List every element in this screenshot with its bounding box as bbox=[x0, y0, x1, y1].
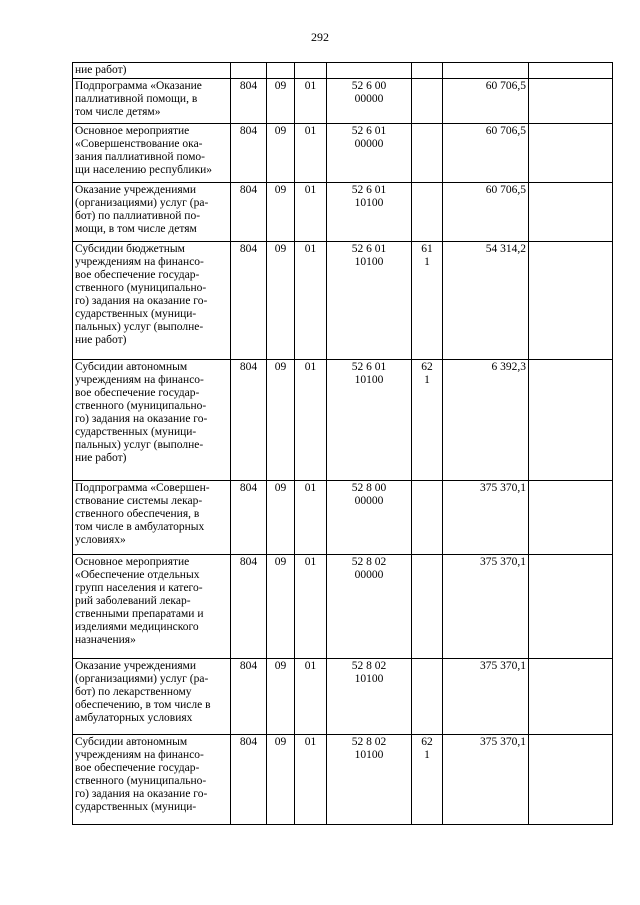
expense-type-cell bbox=[412, 124, 443, 183]
table-row bbox=[73, 659, 613, 735]
amount-cell: 375 370,1 bbox=[443, 481, 529, 555]
target-article-cell: 52 6 00 00000 bbox=[327, 79, 412, 124]
table-row bbox=[73, 555, 613, 659]
subsection-code-cell: 01 bbox=[295, 735, 327, 825]
extra-cell bbox=[529, 659, 613, 735]
subsection-code-cell: 01 bbox=[295, 183, 327, 242]
extra-cell bbox=[529, 735, 613, 825]
section-code-cell: 09 bbox=[267, 124, 295, 183]
expense-type-cell bbox=[412, 79, 443, 124]
amount-cell: 60 706,5 bbox=[443, 124, 529, 183]
extra-cell bbox=[529, 183, 613, 242]
expense-type-cell bbox=[412, 555, 443, 659]
target-article-cell: 52 6 01 00000 bbox=[327, 124, 412, 183]
ministry-code-cell: 804 bbox=[231, 735, 267, 825]
table-row bbox=[73, 79, 613, 124]
budget-table bbox=[72, 62, 613, 825]
subsection-code-cell: 01 bbox=[295, 242, 327, 360]
target-article-cell bbox=[327, 63, 412, 79]
ministry-code-cell: 804 bbox=[231, 124, 267, 183]
row-name-cell: Субсидии автономным учреждениям на финансо- вое обеспечение государ- ственного (муниципально- го) задания на оказание го- сударственных (муници- пальных) услуг (выполне- ние работ) bbox=[73, 360, 231, 481]
amount-cell: 60 706,5 bbox=[443, 183, 529, 242]
table-row bbox=[73, 63, 613, 79]
row-name-cell: Подпрограмма «Оказание паллиативной помощи, в том числе детям» bbox=[73, 79, 231, 124]
expense-type-cell bbox=[412, 63, 443, 79]
subsection-code-cell: 01 bbox=[295, 481, 327, 555]
expense-type-cell: 62 1 bbox=[412, 360, 443, 481]
subsection-code-cell: 01 bbox=[295, 124, 327, 183]
table-row bbox=[73, 360, 613, 481]
row-name-cell: Основное мероприятие «Обеспечение отдельных групп населения и катего- рий заболеваний лекар- ственными препаратами и изделиями медицинского назначения» bbox=[73, 555, 231, 659]
extra-cell bbox=[529, 124, 613, 183]
row-name-cell: Субсидии автономным учреждениям на финансо- вое обеспечение государ- ственного (муниципально- го) задания на оказание го- сударственных (муници- bbox=[73, 735, 231, 825]
target-article-cell: 52 8 02 10100 bbox=[327, 735, 412, 825]
extra-cell bbox=[529, 481, 613, 555]
section-code-cell: 09 bbox=[267, 555, 295, 659]
section-code-cell: 09 bbox=[267, 659, 295, 735]
section-code-cell: 09 bbox=[267, 183, 295, 242]
row-name-cell: Оказание учреждениями (организациями) услуг (ра- бот) по лекарственному обеспечению, в том числе в амбулаторных условиях bbox=[73, 659, 231, 735]
amount-cell: 6 392,3 bbox=[443, 360, 529, 481]
amount-cell: 375 370,1 bbox=[443, 555, 529, 659]
expense-type-cell bbox=[412, 481, 443, 555]
extra-cell bbox=[529, 242, 613, 360]
ministry-code-cell: 804 bbox=[231, 360, 267, 481]
section-code-cell: 09 bbox=[267, 481, 295, 555]
section-code-cell: 09 bbox=[267, 79, 295, 124]
expense-type-cell bbox=[412, 183, 443, 242]
extra-cell bbox=[529, 555, 613, 659]
table-row bbox=[73, 735, 613, 825]
subsection-code-cell bbox=[295, 63, 327, 79]
subsection-code-cell: 01 bbox=[295, 79, 327, 124]
row-name-cell: Оказание учреждениями (организациями) услуг (ра- бот) по паллиативной по- мощи, в том числе детям bbox=[73, 183, 231, 242]
subsection-code-cell: 01 bbox=[295, 360, 327, 481]
extra-cell bbox=[529, 360, 613, 481]
ministry-code-cell: 804 bbox=[231, 659, 267, 735]
section-code-cell: 09 bbox=[267, 360, 295, 481]
ministry-code-cell: 804 bbox=[231, 555, 267, 659]
table-row bbox=[73, 242, 613, 360]
row-name-cell: Подпрограмма «Совершен- ствование системы лекар- ственного обеспечения, в том числе в амбулаторных условиях» bbox=[73, 481, 231, 555]
subsection-code-cell: 01 bbox=[295, 659, 327, 735]
amount-cell: 60 706,5 bbox=[443, 79, 529, 124]
page-number: 292 bbox=[311, 30, 329, 44]
section-code-cell bbox=[267, 63, 295, 79]
amount-cell: 375 370,1 bbox=[443, 659, 529, 735]
subsection-code-cell: 01 bbox=[295, 555, 327, 659]
extra-cell bbox=[529, 79, 613, 124]
amount-cell: 375 370,1 bbox=[443, 735, 529, 825]
section-code-cell: 09 bbox=[267, 242, 295, 360]
ministry-code-cell: 804 bbox=[231, 481, 267, 555]
ministry-code-cell: 804 bbox=[231, 242, 267, 360]
section-code-cell: 09 bbox=[267, 735, 295, 825]
ministry-code-cell: 804 bbox=[231, 183, 267, 242]
ministry-code-cell: 804 bbox=[231, 79, 267, 124]
target-article-cell: 52 6 01 10100 bbox=[327, 360, 412, 481]
amount-cell bbox=[443, 63, 529, 79]
ministry-code-cell bbox=[231, 63, 267, 79]
row-name-cell: ние работ) bbox=[73, 63, 231, 79]
table-row bbox=[73, 481, 613, 555]
expense-type-cell: 61 1 bbox=[412, 242, 443, 360]
target-article-cell: 52 8 02 10100 bbox=[327, 659, 412, 735]
table-row bbox=[73, 183, 613, 242]
target-article-cell: 52 8 00 00000 bbox=[327, 481, 412, 555]
row-name-cell: Основное мероприятие «Совершенствование ока- зания паллиативной помо- щи населению республики» bbox=[73, 124, 231, 183]
expense-type-cell: 62 1 bbox=[412, 735, 443, 825]
target-article-cell: 52 6 01 10100 bbox=[327, 183, 412, 242]
amount-cell: 54 314,2 bbox=[443, 242, 529, 360]
target-article-cell: 52 6 01 10100 bbox=[327, 242, 412, 360]
table-row bbox=[73, 124, 613, 183]
row-name-cell: Субсидии бюджетным учреждениям на финансо- вое обеспечение государ- ственного (муниципально- го) задания на оказание го- сударственных (муници- пальных) услуг (выполне- ние работ) bbox=[73, 242, 231, 360]
target-article-cell: 52 8 02 00000 bbox=[327, 555, 412, 659]
extra-cell bbox=[529, 63, 613, 79]
expense-type-cell bbox=[412, 659, 443, 735]
